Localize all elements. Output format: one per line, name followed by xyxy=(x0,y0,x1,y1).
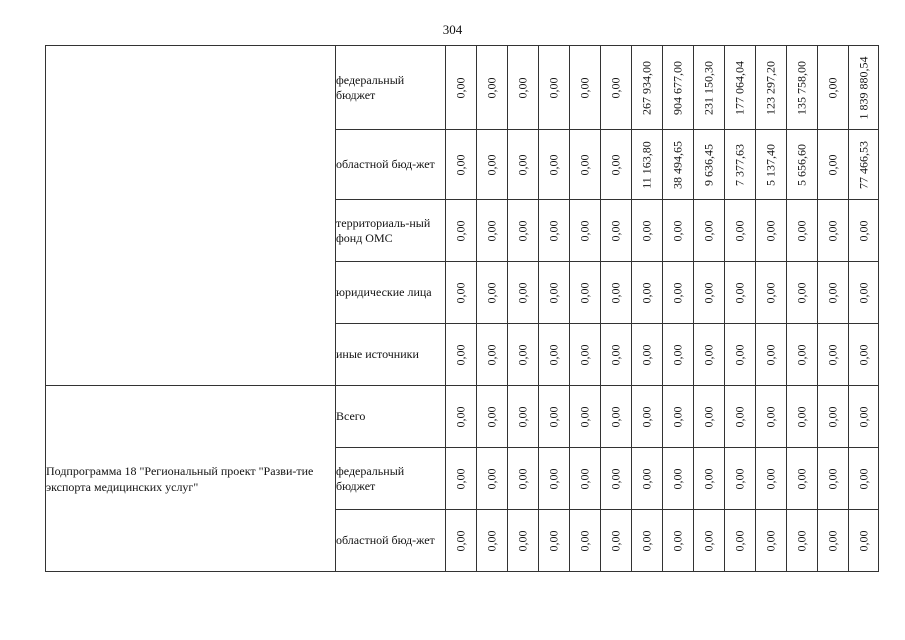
value-text: 0,00 xyxy=(515,344,530,365)
value-text: 0,00 xyxy=(763,530,778,551)
value-text: 0,00 xyxy=(639,282,654,303)
value-cell xyxy=(570,46,601,130)
value-cell xyxy=(818,386,849,448)
value-text: 7 377,63 xyxy=(732,143,747,186)
value-cell xyxy=(663,200,694,262)
value-cell xyxy=(818,510,849,572)
value-cell xyxy=(849,262,879,324)
value-text: 0,00 xyxy=(546,344,561,365)
value-text: 0,00 xyxy=(453,468,468,489)
value-cell xyxy=(570,510,601,572)
value-cell xyxy=(818,46,849,130)
value-cell xyxy=(477,510,508,572)
value-cell xyxy=(787,200,818,262)
value-cell xyxy=(477,324,508,386)
value-cell xyxy=(725,46,756,130)
value-text: 0,00 xyxy=(453,344,468,365)
value-text: 0,00 xyxy=(763,468,778,489)
value-text: 77 466,53 xyxy=(856,140,870,189)
value-text: 0,00 xyxy=(577,530,592,551)
value-text: 0,00 xyxy=(453,154,468,175)
value-text: 0,00 xyxy=(639,344,654,365)
value-cell xyxy=(818,200,849,262)
value-cell xyxy=(477,200,508,262)
value-text: 0,00 xyxy=(701,406,716,427)
value-cell xyxy=(663,324,694,386)
value-cell xyxy=(570,200,601,262)
value-cell xyxy=(508,448,539,510)
value-text: 0,00 xyxy=(453,282,468,303)
value-cell xyxy=(849,510,879,572)
value-text: 0,00 xyxy=(639,468,654,489)
value-cell xyxy=(632,448,663,510)
value-cell xyxy=(446,386,477,448)
value-text: 0,00 xyxy=(453,77,468,98)
value-text: 0,00 xyxy=(577,282,592,303)
value-cell xyxy=(694,46,725,130)
value-cell xyxy=(446,324,477,386)
value-text: 0,00 xyxy=(794,282,809,303)
value-text: 267 934,00 xyxy=(639,60,654,115)
value-cell xyxy=(787,510,818,572)
table-row xyxy=(46,46,879,130)
value-text: 0,00 xyxy=(732,282,747,303)
value-text: 0,00 xyxy=(732,406,747,427)
value-text: 0,00 xyxy=(794,406,809,427)
value-text: 0,00 xyxy=(825,282,840,303)
value-cell xyxy=(570,262,601,324)
value-cell xyxy=(539,262,570,324)
value-cell xyxy=(508,46,539,130)
value-text: 231 150,30 xyxy=(701,60,716,115)
value-text: 0,00 xyxy=(484,468,499,489)
value-text: 0,00 xyxy=(577,468,592,489)
value-cell xyxy=(787,386,818,448)
value-cell xyxy=(539,324,570,386)
value-cell xyxy=(539,130,570,200)
value-text: 0,00 xyxy=(608,406,623,427)
value-text: 0,00 xyxy=(670,530,685,551)
value-cell xyxy=(632,200,663,262)
value-cell xyxy=(570,324,601,386)
value-text: 0,00 xyxy=(825,406,840,427)
value-text: 0,00 xyxy=(825,344,840,365)
value-cell xyxy=(818,130,849,200)
program-cell: Подпрограмма 18 "Региональный проект "Разви-тие экспорта медицинских услуг" xyxy=(46,386,336,572)
value-cell xyxy=(508,200,539,262)
value-cell xyxy=(756,324,787,386)
value-text: 0,00 xyxy=(608,468,623,489)
value-cell xyxy=(477,448,508,510)
value-cell xyxy=(725,386,756,448)
value-text: 0,00 xyxy=(701,344,716,365)
value-text: 38 494,65 xyxy=(670,140,685,189)
value-text: 0,00 xyxy=(546,154,561,175)
value-text: 0,00 xyxy=(515,530,530,551)
value-text: 0,00 xyxy=(484,344,499,365)
value-text: 177 064,04 xyxy=(732,60,747,115)
value-text: 0,00 xyxy=(608,220,623,241)
value-cell xyxy=(694,262,725,324)
value-text: 0,00 xyxy=(484,530,499,551)
value-text: 0,00 xyxy=(670,468,685,489)
value-text: 0,00 xyxy=(546,220,561,241)
page-number: 304 xyxy=(442,22,463,37)
value-cell xyxy=(601,200,632,262)
value-cell xyxy=(849,448,879,510)
value-text: 0,00 xyxy=(577,406,592,427)
value-text: 0,00 xyxy=(670,220,685,241)
value-cell xyxy=(787,324,818,386)
funding-source-cell: территориаль-ный фонд ОМС xyxy=(336,200,446,262)
value-text: 0,00 xyxy=(577,220,592,241)
value-text: 0,00 xyxy=(608,282,623,303)
value-text: 5 656,60 xyxy=(794,143,809,186)
value-cell xyxy=(663,130,694,200)
value-text: 0,00 xyxy=(825,468,840,489)
value-cell xyxy=(601,262,632,324)
funding-source-cell: юридические лица xyxy=(336,262,446,324)
funding-source-cell: федеральный бюджет xyxy=(336,46,446,130)
value-cell xyxy=(570,386,601,448)
value-cell xyxy=(663,262,694,324)
value-cell xyxy=(632,324,663,386)
value-text: 0,00 xyxy=(608,344,623,365)
value-cell xyxy=(725,130,756,200)
value-cell xyxy=(601,386,632,448)
value-text: 0,00 xyxy=(639,530,654,551)
value-text: 0,00 xyxy=(608,77,623,98)
value-text: 904 677,00 xyxy=(670,60,685,115)
value-cell xyxy=(663,46,694,130)
value-text: 0,00 xyxy=(639,406,654,427)
value-text: 123 297,20 xyxy=(763,60,778,115)
value-text: 1 839 880,54 xyxy=(856,56,870,119)
value-cell xyxy=(818,448,849,510)
value-cell xyxy=(725,324,756,386)
value-text: 0,00 xyxy=(825,530,840,551)
funding-source-cell: областной бюд-жет xyxy=(336,510,446,572)
value-text: 0,00 xyxy=(763,220,778,241)
value-cell xyxy=(756,200,787,262)
value-text: 0,00 xyxy=(484,220,499,241)
value-text: 0,00 xyxy=(856,530,870,551)
value-cell xyxy=(508,510,539,572)
value-text: 9 636,45 xyxy=(701,143,716,186)
value-cell xyxy=(601,130,632,200)
value-cell xyxy=(601,448,632,510)
value-cell xyxy=(725,262,756,324)
value-cell xyxy=(756,448,787,510)
value-cell xyxy=(601,46,632,130)
value-text: 0,00 xyxy=(484,406,499,427)
funding-source-cell: иные источники xyxy=(336,324,446,386)
value-cell xyxy=(601,324,632,386)
value-text: 0,00 xyxy=(763,282,778,303)
value-cell xyxy=(477,262,508,324)
value-cell xyxy=(632,386,663,448)
value-text: 0,00 xyxy=(453,530,468,551)
funding-source-cell: Всего xyxy=(336,386,446,448)
value-text: 0,00 xyxy=(856,344,870,365)
value-text: 0,00 xyxy=(856,282,870,303)
value-cell xyxy=(756,386,787,448)
value-text: 0,00 xyxy=(577,344,592,365)
value-cell xyxy=(849,130,879,200)
value-text: 0,00 xyxy=(453,220,468,241)
value-text: 0,00 xyxy=(670,282,685,303)
value-cell xyxy=(570,130,601,200)
value-cell xyxy=(818,324,849,386)
value-cell xyxy=(632,262,663,324)
value-text: 0,00 xyxy=(732,468,747,489)
value-text: 0,00 xyxy=(546,530,561,551)
value-text: 0,00 xyxy=(856,220,870,241)
value-text: 0,00 xyxy=(546,77,561,98)
value-text: 0,00 xyxy=(701,220,716,241)
value-text: 0,00 xyxy=(515,406,530,427)
value-cell xyxy=(601,510,632,572)
value-cell xyxy=(694,448,725,510)
value-text: 0,00 xyxy=(794,530,809,551)
value-cell xyxy=(446,46,477,130)
value-cell xyxy=(725,200,756,262)
value-text: 0,00 xyxy=(577,77,592,98)
value-cell xyxy=(756,262,787,324)
value-text: 135 758,00 xyxy=(794,60,809,115)
value-text: 0,00 xyxy=(608,154,623,175)
value-cell xyxy=(446,130,477,200)
value-text: 0,00 xyxy=(856,468,870,489)
value-cell xyxy=(446,448,477,510)
value-cell xyxy=(508,130,539,200)
value-text: 0,00 xyxy=(732,344,747,365)
funding-source-cell: федеральный бюджет xyxy=(336,448,446,510)
value-text: 0,00 xyxy=(670,406,685,427)
value-cell xyxy=(694,510,725,572)
value-cell xyxy=(849,46,879,130)
table-row xyxy=(46,386,879,448)
value-cell xyxy=(508,262,539,324)
value-cell xyxy=(446,262,477,324)
value-cell xyxy=(787,448,818,510)
value-text: 0,00 xyxy=(856,406,870,427)
value-text: 0,00 xyxy=(701,468,716,489)
value-cell xyxy=(725,448,756,510)
value-cell xyxy=(725,510,756,572)
funding-source-cell: областной бюд-жет xyxy=(336,130,446,200)
value-cell xyxy=(663,448,694,510)
value-text: 0,00 xyxy=(484,282,499,303)
value-text: 0,00 xyxy=(794,344,809,365)
value-cell xyxy=(663,510,694,572)
value-text: 0,00 xyxy=(763,406,778,427)
value-text: 0,00 xyxy=(825,77,840,98)
value-cell xyxy=(632,510,663,572)
value-text: 0,00 xyxy=(515,220,530,241)
value-cell xyxy=(446,510,477,572)
value-text: 0,00 xyxy=(825,220,840,241)
value-text: 0,00 xyxy=(453,406,468,427)
value-text: 0,00 xyxy=(701,530,716,551)
value-text: 0,00 xyxy=(701,282,716,303)
value-cell xyxy=(756,510,787,572)
value-cell xyxy=(787,130,818,200)
value-text: 0,00 xyxy=(546,468,561,489)
value-cell xyxy=(508,324,539,386)
value-text: 5 137,40 xyxy=(763,143,778,186)
value-cell xyxy=(539,200,570,262)
value-cell xyxy=(787,262,818,324)
value-cell xyxy=(756,46,787,130)
value-cell xyxy=(849,324,879,386)
value-cell xyxy=(694,200,725,262)
value-text: 0,00 xyxy=(484,77,499,98)
value-text: 0,00 xyxy=(608,530,623,551)
value-text: 0,00 xyxy=(546,406,561,427)
value-text: 0,00 xyxy=(732,530,747,551)
value-text: 11 163,80 xyxy=(639,140,654,189)
value-cell xyxy=(539,386,570,448)
value-text: 0,00 xyxy=(732,220,747,241)
value-cell xyxy=(787,46,818,130)
value-cell xyxy=(477,46,508,130)
value-text: 0,00 xyxy=(515,468,530,489)
value-text: 0,00 xyxy=(639,220,654,241)
value-cell xyxy=(539,46,570,130)
value-cell xyxy=(663,386,694,448)
value-text: 0,00 xyxy=(825,154,840,175)
value-cell xyxy=(508,386,539,448)
value-cell xyxy=(818,262,849,324)
value-cell xyxy=(477,386,508,448)
value-text: 0,00 xyxy=(794,468,809,489)
budget-table xyxy=(45,45,879,572)
value-cell xyxy=(756,130,787,200)
value-text: 0,00 xyxy=(670,344,685,365)
value-text: 0,00 xyxy=(484,154,499,175)
value-cell xyxy=(694,130,725,200)
value-text: 0,00 xyxy=(577,154,592,175)
value-text: 0,00 xyxy=(546,282,561,303)
value-cell xyxy=(539,448,570,510)
value-cell xyxy=(849,200,879,262)
value-cell xyxy=(694,386,725,448)
value-cell xyxy=(694,324,725,386)
value-cell xyxy=(446,200,477,262)
value-cell xyxy=(632,130,663,200)
value-text: 0,00 xyxy=(515,77,530,98)
value-cell xyxy=(477,130,508,200)
value-cell xyxy=(570,448,601,510)
value-text: 0,00 xyxy=(794,220,809,241)
value-text: 0,00 xyxy=(515,154,530,175)
value-cell xyxy=(539,510,570,572)
program-cell xyxy=(46,46,336,386)
value-text: 0,00 xyxy=(763,344,778,365)
value-text: 0,00 xyxy=(515,282,530,303)
value-cell xyxy=(849,386,879,448)
value-cell xyxy=(632,46,663,130)
